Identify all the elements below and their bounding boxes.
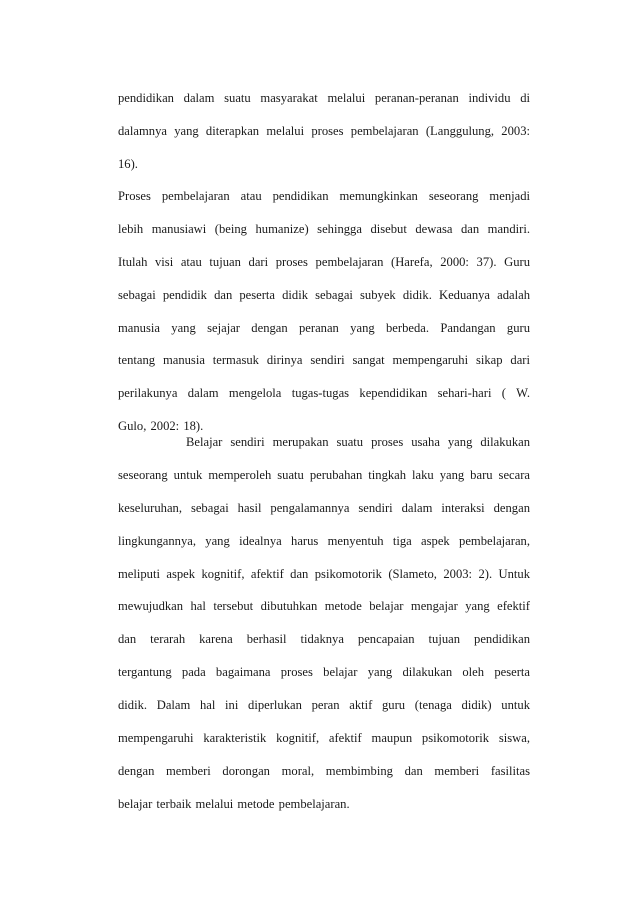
text-line: Gulo, 2002: 18). (118, 419, 204, 434)
text-line: lebih manusiawi (being humanize) sehingga disebut dewasa dan mandiri. (118, 221, 530, 236)
paragraph-3 (118, 426, 530, 821)
text-line: mempengaruhi karakteristik kognitif, afektif maupun psikomotorik siswa, (118, 731, 530, 746)
text-line: Itulah visi atau tujuan dari proses pembelajaran (Harefa, 2000: 37). Guru (118, 254, 530, 269)
text-line: tentang manusia termasuk dirinya sendiri sangat mempengaruhi sikap dari (118, 353, 530, 368)
text-line: belajar terbaik melalui metode pembelajaran. (118, 796, 350, 811)
text-line: dengan memberi dorongan moral, membimbing dan memberi fasilitas (118, 763, 530, 778)
text-line: tergantung pada bagaimana proses belajar yang dilakukan oleh peserta (118, 665, 530, 680)
text-line: seseorang untuk memperoleh suatu perubahan tingkah laku yang baru secara (118, 467, 530, 482)
text-line: dalamnya yang diterapkan melalui proses pembelajaran (Langgulung, 2003: (118, 123, 530, 138)
paragraph-1 (118, 82, 530, 181)
text-line: keseluruhan, sebagai hasil pengalamannya sendiri dalam interaksi dengan (118, 500, 530, 515)
text-line: perilakunya dalam mengelola tugas-tugas kependidikan sehari-hari ( W. (118, 386, 530, 401)
text-line: pendidikan dalam suatu masyarakat melalui peranan-peranan individu di (118, 91, 530, 105)
text-line: manusia yang sejajar dengan peranan yang berbeda. Pandangan guru (118, 320, 530, 335)
text-line: sebagai pendidik dan peserta didik sebagai subyek didik. Keduanya adalah (118, 287, 530, 302)
text-line: didik. Dalam hal ini diperlukan peran aktif guru (tenaga didik) untuk (118, 698, 530, 713)
text-line: mewujudkan hal tersebut dibutuhkan metode belajar mengajar yang efektif (118, 599, 530, 614)
text-line: dan terarah karena berhasil tidaknya pencapaian tujuan pendidikan (118, 632, 530, 647)
text-line: Belajar sendiri merupakan suatu proses usaha yang dilakukan (186, 435, 530, 449)
paragraph-2 (118, 180, 530, 443)
text-line: meliputi aspek kognitif, afektif dan psikomotorik (Slameto, 2003: 2). Untuk (118, 566, 530, 581)
text-line: Proses pembelajaran atau pendidikan memungkinkan seseorang menjadi (118, 189, 530, 203)
text-line: lingkungannya, yang idealnya harus menyentuh tiga aspek pembelajaran, (118, 533, 530, 548)
text-line: 16). (118, 156, 138, 171)
